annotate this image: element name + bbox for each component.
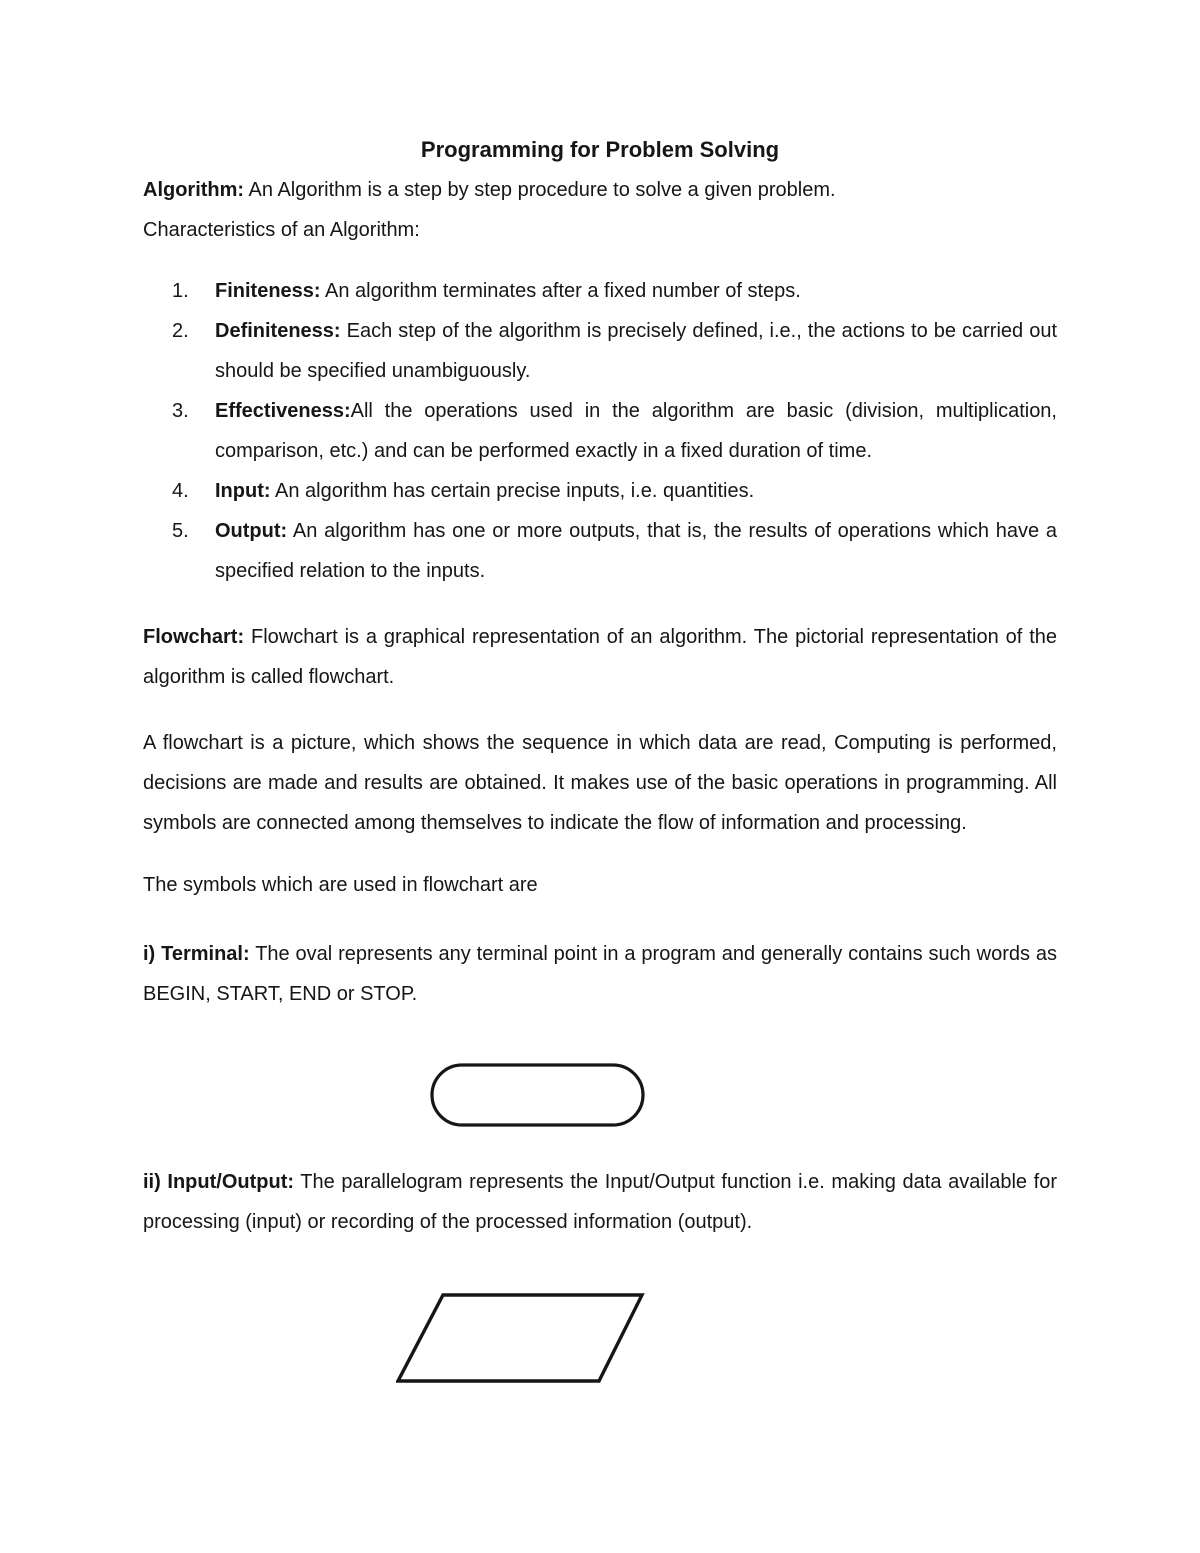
list-item — [143, 391, 1057, 471]
algorithm-term: Algorithm: — [143, 179, 245, 201]
terminal-symbol-description — [143, 934, 1057, 1014]
list-item-term: Finiteness: — [215, 280, 321, 302]
list-item-term: Definiteness: — [215, 320, 341, 342]
algorithm-text: An Algorithm is a step by step procedure to solve a given problem. — [244, 179, 836, 201]
io-parallelogram-shape — [396, 1293, 1057, 1383]
list-item — [143, 471, 1057, 511]
list-item — [143, 311, 1057, 391]
algorithm-definition — [143, 170, 1057, 210]
flowchart-description: A flowchart is a picture, which shows the sequence in which data are read, Computing is performed, decisions are made and results are obtained. It makes use of the basic operations in programming. All symbols are connected among themselves to indicate the flow of information and processing. — [143, 732, 1057, 834]
io-label: ii) Input/Output: — [143, 1171, 295, 1193]
flowchart-text: Flowchart is a graphical representation of an algorithm. The pictorial representation of the algorithm is called flowchart. — [143, 626, 1057, 688]
list-item-term: Input: — [215, 480, 271, 502]
list-item-term: Effectiveness: — [215, 400, 351, 422]
list-item-text: Each step of the algorithm is precisely defined, i.e., the actions to be carried out should be specified unambiguously. — [215, 320, 1057, 382]
io-symbol-description — [143, 1162, 1057, 1242]
symbols-intro: The symbols which are used in flowchart are — [143, 874, 538, 896]
terminal-oval-shape — [430, 1063, 1057, 1127]
terminal-text: The oval represents any terminal point in a program and generally contains such words as BEGIN, START, END or STOP. — [143, 943, 1057, 1005]
flowchart-term: Flowchart: — [143, 626, 245, 648]
flowchart-definition — [143, 617, 1057, 697]
parallelogram-io-icon — [396, 1293, 646, 1383]
characteristics-heading: Characteristics of an Algorithm: — [143, 219, 420, 241]
list-item — [143, 511, 1057, 591]
list-item-text: An algorithm terminates after a fixed number of steps. — [320, 280, 801, 302]
list-item-number: 1. — [172, 280, 189, 302]
terminal-label: i) Terminal: — [143, 943, 250, 965]
list-item — [143, 271, 1057, 311]
list-item-term: Output: — [215, 520, 288, 542]
list-item-text: An algorithm has one or more outputs, that is, the results of operations which have a specified relation to the inputs. — [215, 520, 1057, 582]
list-item-number: 5. — [172, 520, 189, 542]
characteristics-list — [143, 271, 1057, 591]
page-title: Programming for Problem Solving — [420, 137, 780, 162]
io-text: The parallelogram represents the Input/Output function i.e. making data available for processing (input) or recording of the processed information (output). — [143, 1171, 1057, 1233]
list-item-number: 3. — [172, 400, 189, 422]
oval-terminal-icon — [430, 1063, 645, 1127]
list-item-number: 4. — [172, 480, 189, 502]
list-item-number: 2. — [172, 320, 189, 342]
list-item-text: An algorithm has certain precise inputs, i.e. quantities. — [270, 480, 755, 502]
list-item-text: All the operations used in the algorithm are basic (division, multiplication, comparison, etc.) and can be performed exactly in a fixed duration of time. — [215, 400, 1057, 462]
